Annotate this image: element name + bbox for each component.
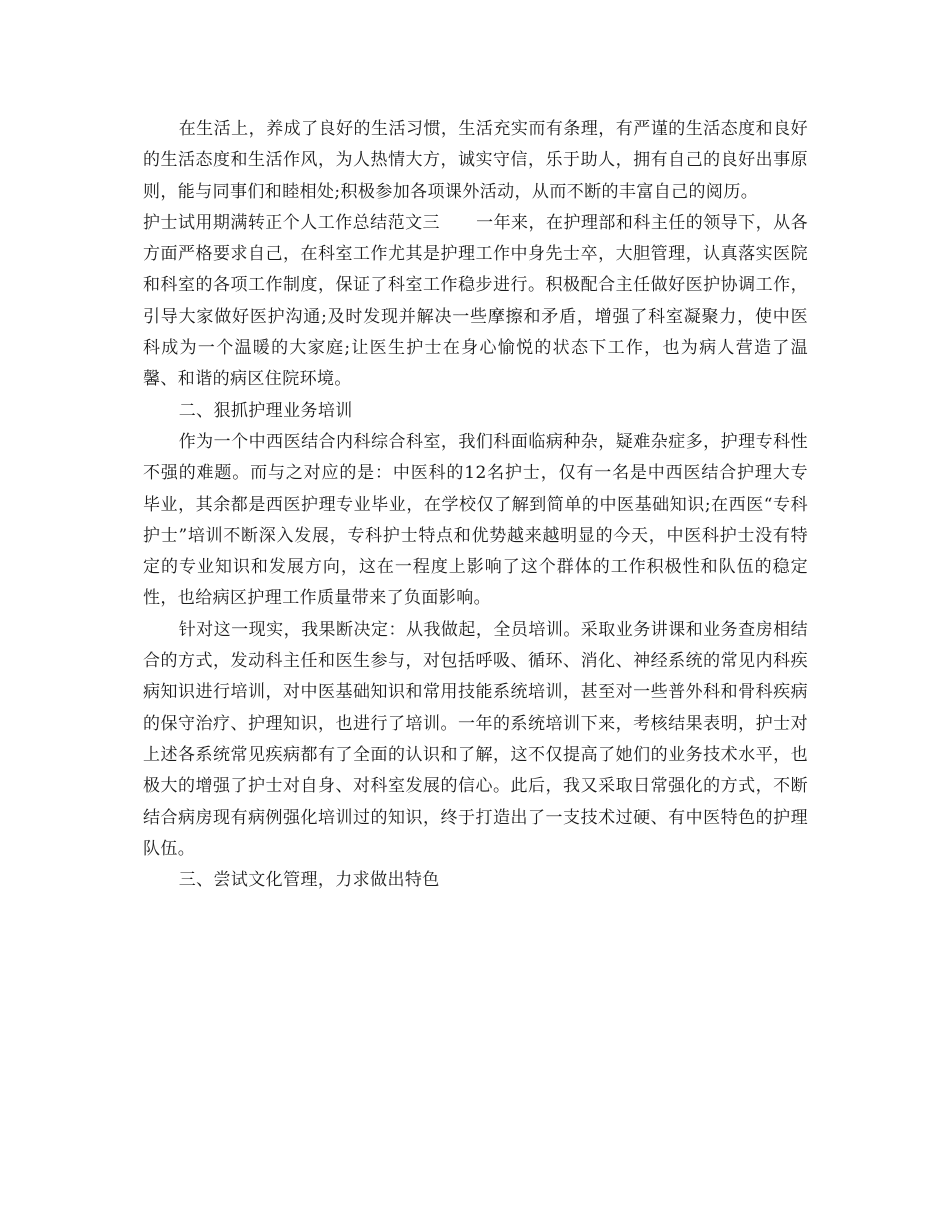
article-heading: 护士试用期满转正个人工作总结范文三 xyxy=(143,212,441,233)
section-heading-culture: 三、尝试文化管理，力求做出特色 xyxy=(178,870,440,891)
article-intro-text: 一年来，在护理部和科主任的领导下，从各方面严格要求自己，在科室工作尤其是护理工作中身先士卒，大胆管理，认真落实医院和科室的各项工作制度，保证了科室工作稳步进行。积极配合主任做好医护协调工作，引导大家做好医护沟通;及时发现并解决一些摩擦和矛盾，增强了科室凝聚力，使中医科成为一个温暖的大家庭;让医生护士在身心愉悦的状态下工作，也为病人营造了温馨、和谐的病区住院环境。 xyxy=(143,212,808,390)
paragraph-life-habits: 在生活上，养成了良好的生活习惯，生活充实而有条理，有严谨的生活态度和良好的生活态度和生活作风，为人热情大方，诚实守信，乐于助人，拥有自己的良好出事原则，能与同事们和睦相处;积极参加各项课外活动，从而不断的丰富自己的阅历。 xyxy=(143,119,808,202)
paragraph-summary-intro xyxy=(143,208,808,396)
paragraph-training-measures: 针对这一现实，我果断决定：从我做起，全员培训。采取业务讲课和业务查房相结合的方式，发动科主任和医生参与，对包括呼吸、循环、消化、神经系统的常见内科疾病知识进行培训，对中医基础知识和常用技能系统培训，甚至对一些普外科和骨科疾病的保守治疗、护理知识，也进行了培训。一年的系统培训下来，考核结果表明，护士对上述各系统常见疾病都有了全面的认识和了解，这不仅提高了她们的业务技术水平，也极大的增强了护士对自身、对科室发展的信心。此后，我又采取日常强化的方式，不断结合病房现有病例强化培训过的知识，终于打造出了一支技术过硬、有中医特色的护理队伍。 xyxy=(143,619,808,859)
document-page xyxy=(143,114,808,896)
section-heading-training: 二、狠抓护理业务培训 xyxy=(178,400,353,421)
paragraph-training-background: 作为一个中西医结合内科综合科室，我们科面临病种杂，疑难杂症多，护理专科性不强的难题。而与之对应的是：中医科的12名护士，仅有一名是中西医结合护理大专毕业，其余都是西医护理专业毕业，在学校仅了解到简单的中医基础知识;在西医“专科护士”培训不断深入发展，专科护士特点和优势越来越明显的今天，中医科护士没有特定的专业知识和发展方向，这在一程度上影响了这个群体的工作积极性和队伍的稳定性，也给病区护理工作质量带来了负面影响。 xyxy=(143,431,808,609)
